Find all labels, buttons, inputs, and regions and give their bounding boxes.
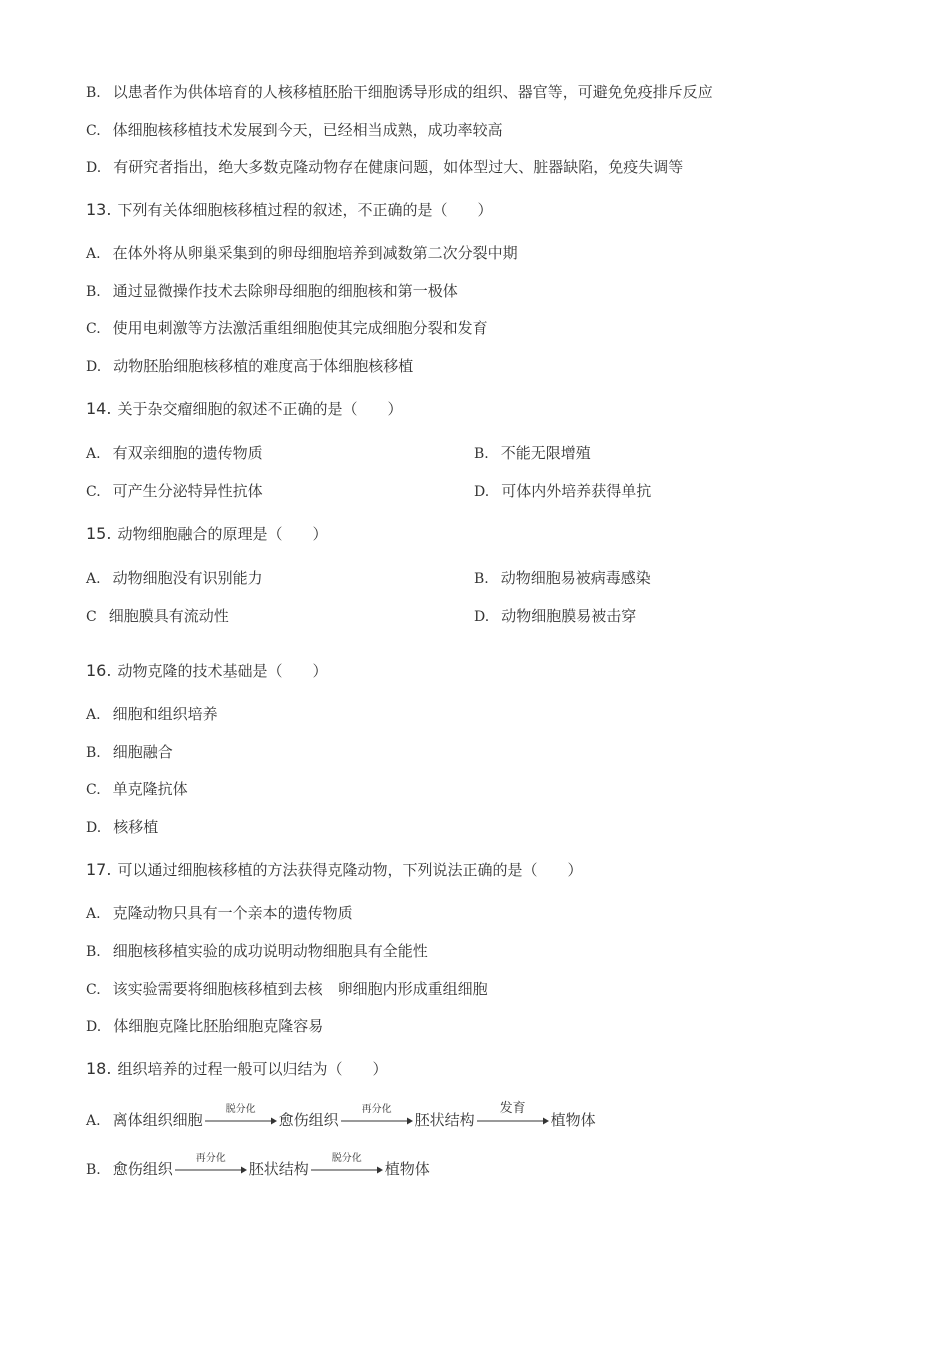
option-letter: A. — [86, 707, 101, 723]
option-text: 细胞膜具有流动性 — [108, 607, 229, 625]
q17-option-a — [86, 903, 353, 924]
option-text: 核移植 — [113, 818, 159, 836]
stage-text: 胚状结构 — [414, 1111, 475, 1129]
stage-text: 植物体 — [384, 1160, 430, 1178]
question-number: 18. — [86, 1059, 112, 1078]
arrow-right-icon — [341, 1116, 413, 1126]
stage-text: 胚状结构 — [248, 1160, 309, 1178]
q16-option-d — [86, 817, 158, 838]
q13-option-c — [86, 318, 488, 339]
q16-option-b — [86, 742, 173, 763]
question-text: 可以通过细胞核移植的方法获得克隆动物，下列说法正确的是（ ） — [117, 861, 583, 879]
option-letter: D. — [86, 359, 102, 375]
option-letter: A. — [86, 906, 101, 922]
option-letter: B. — [86, 85, 101, 101]
q12-option-d — [86, 157, 683, 178]
q12-option-c — [86, 120, 503, 141]
option-text: 细胞和组织培养 — [112, 705, 218, 723]
q13-option-d — [86, 356, 413, 377]
arrow-right-icon — [311, 1165, 383, 1175]
q14-option-a — [86, 443, 263, 464]
option-text: 在体外将从卵巢采集到的卵母细胞培养到减数第二次分裂中期 — [112, 244, 518, 262]
q15-option-c — [86, 606, 229, 627]
arrow-right-icon — [477, 1116, 549, 1126]
option-text: 细胞融合 — [112, 743, 173, 761]
q15-option-b — [474, 568, 651, 589]
option-letter: A. — [86, 446, 101, 462]
q13-stem — [86, 200, 492, 220]
arrow-right-icon — [205, 1116, 277, 1126]
process-arrow — [175, 1153, 247, 1179]
option-text: 通过显微操作技术去除卵母细胞的细胞核和第一极体 — [112, 282, 458, 300]
q14-option-d — [474, 481, 651, 502]
question-number: 14. — [86, 399, 112, 418]
q16-option-c — [86, 779, 188, 800]
option-letter: C. — [86, 982, 101, 998]
question-number: 17. — [86, 860, 112, 879]
q16-option-a — [86, 704, 218, 725]
option-text: 有双亲细胞的遗传物质 — [112, 444, 263, 462]
option-text: 动物细胞没有识别能力 — [112, 569, 263, 587]
option-letter: D. — [474, 609, 490, 625]
option-letter: C. — [86, 484, 101, 500]
option-text: 动物胚胎细胞核移植的难度高于体细胞核移植 — [113, 357, 414, 375]
option-letter: D. — [86, 1019, 102, 1035]
question-number: 15. — [86, 524, 112, 543]
option-text: 动物细胞膜易被击穿 — [501, 607, 637, 625]
option-text: 体细胞克隆比胚胎细胞克隆容易 — [113, 1017, 324, 1035]
stage-text: 植物体 — [550, 1111, 596, 1129]
arrow-label: 脱分化 — [331, 1153, 362, 1164]
q14-option-c — [86, 481, 263, 502]
option-letter: A. — [86, 571, 101, 587]
option-text: 不能无限增殖 — [500, 444, 591, 462]
option-letter: C. — [86, 123, 101, 139]
option-letter: B. — [86, 284, 101, 300]
q15-option-a — [86, 568, 263, 589]
q15-stem — [86, 524, 327, 544]
option-text: 体细胞核移植技术发展到今天，已经相当成熟，成功率较高 — [112, 121, 503, 139]
q17-stem — [86, 860, 582, 880]
option-text: 可体内外培养获得单抗 — [501, 482, 652, 500]
option-text: 该实验需要将细胞核移植到去核 卵细胞内形成重组细胞 — [112, 980, 488, 998]
stage-text: 离体组织细胞 — [112, 1111, 203, 1129]
option-text: 细胞核移植实验的成功说明动物细胞具有全能性 — [112, 942, 428, 960]
option-letter: B. — [474, 571, 489, 587]
q17-option-d — [86, 1016, 323, 1037]
option-letter: D. — [474, 484, 490, 500]
option-text: 可产生分泌特异性抗体 — [112, 482, 263, 500]
q15-option-d — [474, 606, 636, 627]
q12-option-b — [86, 82, 713, 103]
option-text: 动物细胞易被病毒感染 — [500, 569, 651, 587]
option-text: 单克隆抗体 — [112, 780, 188, 798]
process-arrow — [341, 1104, 413, 1130]
process-arrow — [205, 1104, 277, 1130]
process-arrow — [311, 1153, 383, 1179]
q16-stem — [86, 661, 327, 681]
option-letter: B. — [86, 1162, 101, 1178]
option-letter: B. — [474, 446, 489, 462]
q13-option-a — [86, 243, 518, 264]
option-letter: D. — [86, 160, 102, 176]
option-text: 以患者作为供体培育的人核移植胚胎干细胞诱导形成的组织、器官等，可避免免疫排斥反应 — [112, 83, 713, 101]
process-arrow — [477, 1101, 549, 1130]
q14-stem — [86, 399, 402, 419]
question-number: 13. — [86, 200, 112, 219]
q18-stem — [86, 1059, 387, 1079]
question-text: 关于杂交瘤细胞的叙述不正确的是（ ） — [117, 400, 403, 418]
stage-text: 愈伤组织 — [278, 1111, 339, 1129]
option-letter: C — [86, 609, 97, 625]
option-letter: B. — [86, 745, 101, 761]
q17-option-b — [86, 941, 428, 962]
question-text: 下列有关体细胞核移植过程的叙述，不正确的是（ ） — [117, 201, 493, 219]
arrow-label: 再分化 — [195, 1153, 226, 1164]
option-text: 克隆动物只具有一个亲本的遗传物质 — [112, 904, 353, 922]
option-text: 有研究者指出，绝大多数克隆动物存在健康问题，如体型过大、脏器缺陷，免疫失调等 — [113, 158, 684, 176]
question-number: 16. — [86, 661, 112, 680]
option-letter: C. — [86, 321, 101, 337]
q13-option-b — [86, 281, 458, 302]
option-letter: A. — [86, 1113, 101, 1129]
question-text: 动物细胞融合的原理是（ ） — [117, 525, 328, 543]
q18-option-a — [86, 1101, 596, 1131]
q14-option-b — [474, 443, 591, 464]
option-text: 使用电刺激等方法激活重组细胞使其完成细胞分裂和发育 — [112, 319, 488, 337]
q17-option-c — [86, 979, 488, 1000]
arrow-label: 发育 — [499, 1101, 526, 1116]
option-letter: B. — [86, 944, 101, 960]
question-text: 组织培养的过程一般可以归结为（ ） — [117, 1060, 388, 1078]
option-letter: C. — [86, 782, 101, 798]
arrow-label: 再分化 — [361, 1104, 392, 1115]
arrow-right-icon — [175, 1165, 247, 1175]
q18-option-b — [86, 1153, 430, 1180]
option-letter: D. — [86, 820, 102, 836]
question-text: 动物克隆的技术基础是（ ） — [117, 662, 328, 680]
stage-text: 愈伤组织 — [112, 1160, 173, 1178]
arrow-label: 脱分化 — [225, 1104, 256, 1115]
option-letter: A. — [86, 246, 101, 262]
